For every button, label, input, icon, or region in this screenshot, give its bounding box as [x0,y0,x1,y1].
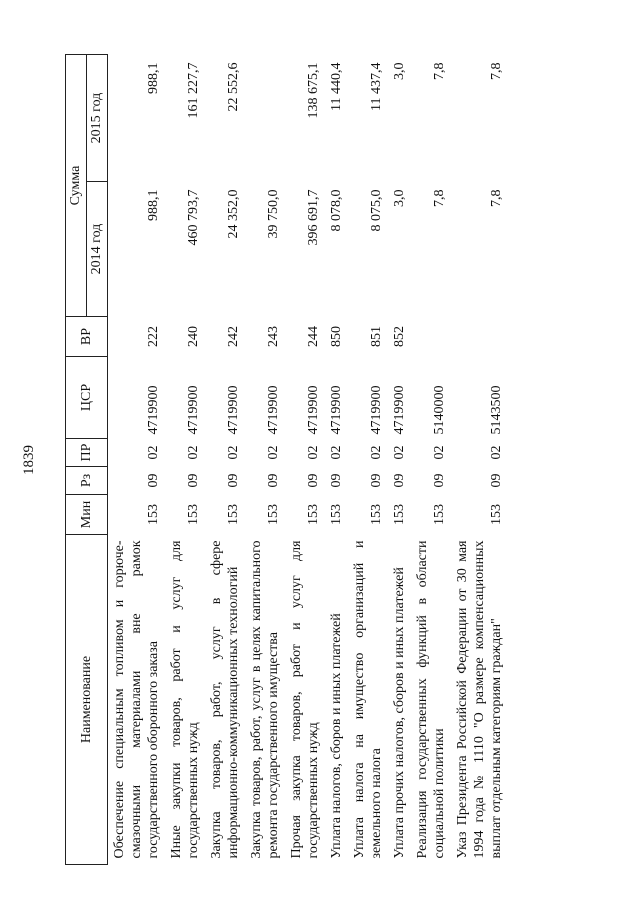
cell-rz: 09 [306,473,321,488]
cell-name: Уплата прочих налогов, сборов и иных платежей [392,567,407,859]
cell-csr: 4719900 [329,385,344,435]
cell-y2015: 11 440,4 [329,62,344,111]
cell-vr: 240 [186,326,201,347]
cell-vr: 851 [369,326,384,347]
header-2015: 2015 год [87,55,108,182]
header-name: Наименование [66,535,108,865]
cell-y2015 [245,55,285,182]
cell-rz: 09 [432,473,447,488]
cell-pr: 02 [329,445,344,460]
cell-pr: 02 [392,445,407,460]
cell-y2015: 138 675,1 [306,62,321,119]
table-row [165,55,205,865]
cell-y2014: 39 750,0 [266,189,281,239]
cell-name: Уплата налога на имущество организаций и земельного налога [352,540,384,859]
cell-name: Уплата налогов, сборов и иных платежей [329,613,344,859]
cell-rz: 09 [266,473,281,488]
cell-csr: 4719900 [226,385,241,435]
header-2014: 2014 год [87,182,108,317]
budget-table [65,54,508,865]
cell-csr: 4719900 [186,385,201,435]
cell-min: 153 [432,504,447,525]
table-row [245,55,285,865]
cell-y2014: 3,0 [392,189,407,207]
table-row [451,55,508,865]
cell-y2015: 3,0 [392,62,407,80]
table-row [411,55,451,865]
table-row [205,55,245,865]
cell-csr: 4719900 [306,385,321,435]
cell-min: 153 [266,504,281,525]
cell-rz: 09 [146,473,161,488]
cell-pr: 02 [186,445,201,460]
cell-y2014: 988,1 [146,189,161,221]
cell-name: Обеспечение специальным топливом и горюче-смазочными материалами вне рамок государственного оборонного заказа [112,540,161,859]
table-row [285,55,325,865]
cell-vr: 244 [306,326,321,347]
cell-y2014: 396 691,7 [306,189,321,246]
cell-y2014: 8 075,0 [369,189,384,232]
cell-csr: 5140000 [432,385,447,435]
cell-min: 153 [489,504,504,525]
cell-y2014: 7,8 [432,189,447,207]
cell-pr: 02 [369,445,384,460]
cell-csr: 4719900 [146,385,161,435]
cell-rz: 09 [226,473,241,488]
page-number: 1839 [21,445,37,475]
cell-pr: 02 [226,445,241,460]
cell-min: 153 [186,504,201,525]
table-row [325,55,348,865]
cell-vr: 222 [146,326,161,347]
cell-y2014: 7,8 [489,189,504,207]
cell-vr: 852 [392,326,407,347]
header-vr: ВР [66,317,108,357]
cell-y2015: 7,8 [432,62,447,80]
cell-pr: 02 [146,445,161,460]
cell-csr: 4719900 [392,385,407,435]
cell-min: 153 [306,504,321,525]
cell-min: 153 [369,504,384,525]
rotated-content [21,55,530,865]
cell-y2015: 161 227,7 [186,62,201,119]
cell-vr: 850 [329,326,344,347]
cell-rz: 09 [186,473,201,488]
cell-name: Иные закупки товаров, работ и услуг для государственных нужд [169,540,201,859]
cell-min: 153 [226,504,241,525]
cell-min: 153 [146,504,161,525]
cell-vr: 243 [266,326,281,347]
header-row-1 [66,55,87,865]
header-rz: Рз [66,467,108,495]
cell-y2014: 460 793,7 [186,189,201,246]
header-min: Мин [66,495,108,535]
cell-csr: 5143500 [489,385,504,435]
cell-y2015: 7,8 [489,62,504,80]
cell-name: Закупка товаров, работ, услуг в сфере информационно-коммуникационных технологий [209,540,241,859]
header-sum: Сумма [66,55,87,317]
cell-rz: 09 [489,473,504,488]
cell-pr: 02 [489,445,504,460]
cell-name: Реализация государственных функций в области социальной политики [415,540,447,859]
cell-name: Прочая закупка товаров, работ и услуг для государственных нужд [289,540,321,859]
cell-y2014: 8 078,0 [329,189,344,232]
cell-y2014: 24 352,0 [226,189,241,239]
cell-min: 153 [329,504,344,525]
header-csr: ЦСР [66,357,108,439]
cell-vr: 242 [226,326,241,347]
cell-y2015: 988,1 [146,62,161,94]
cell-y2015: 22 552,6 [226,62,241,112]
table-row [388,55,411,865]
cell-rz: 09 [329,473,344,488]
cell-vr [451,317,508,357]
table-body [108,55,509,865]
cell-rz: 09 [369,473,384,488]
cell-pr: 02 [432,445,447,460]
cell-pr: 02 [306,445,321,460]
cell-y2015: 11 437,4 [369,62,384,111]
cell-min: 153 [392,504,407,525]
cell-csr: 4719900 [369,385,384,435]
header-pr: ПР [66,439,108,467]
cell-name: Закупка товаров, работ, услуг в целях капитального ремонта государственного имущества [249,540,281,859]
cell-vr [411,317,451,357]
cell-name: Указ Президента Российской Федерации от 30 мая 1994 года № 1110 "О размере компенсационных выплат отдельным категориям граждан" [455,540,504,859]
cell-rz: 09 [392,473,407,488]
cell-csr: 4719900 [266,385,281,435]
table-row [108,55,166,865]
table-row [348,55,388,865]
cell-pr: 02 [266,445,281,460]
